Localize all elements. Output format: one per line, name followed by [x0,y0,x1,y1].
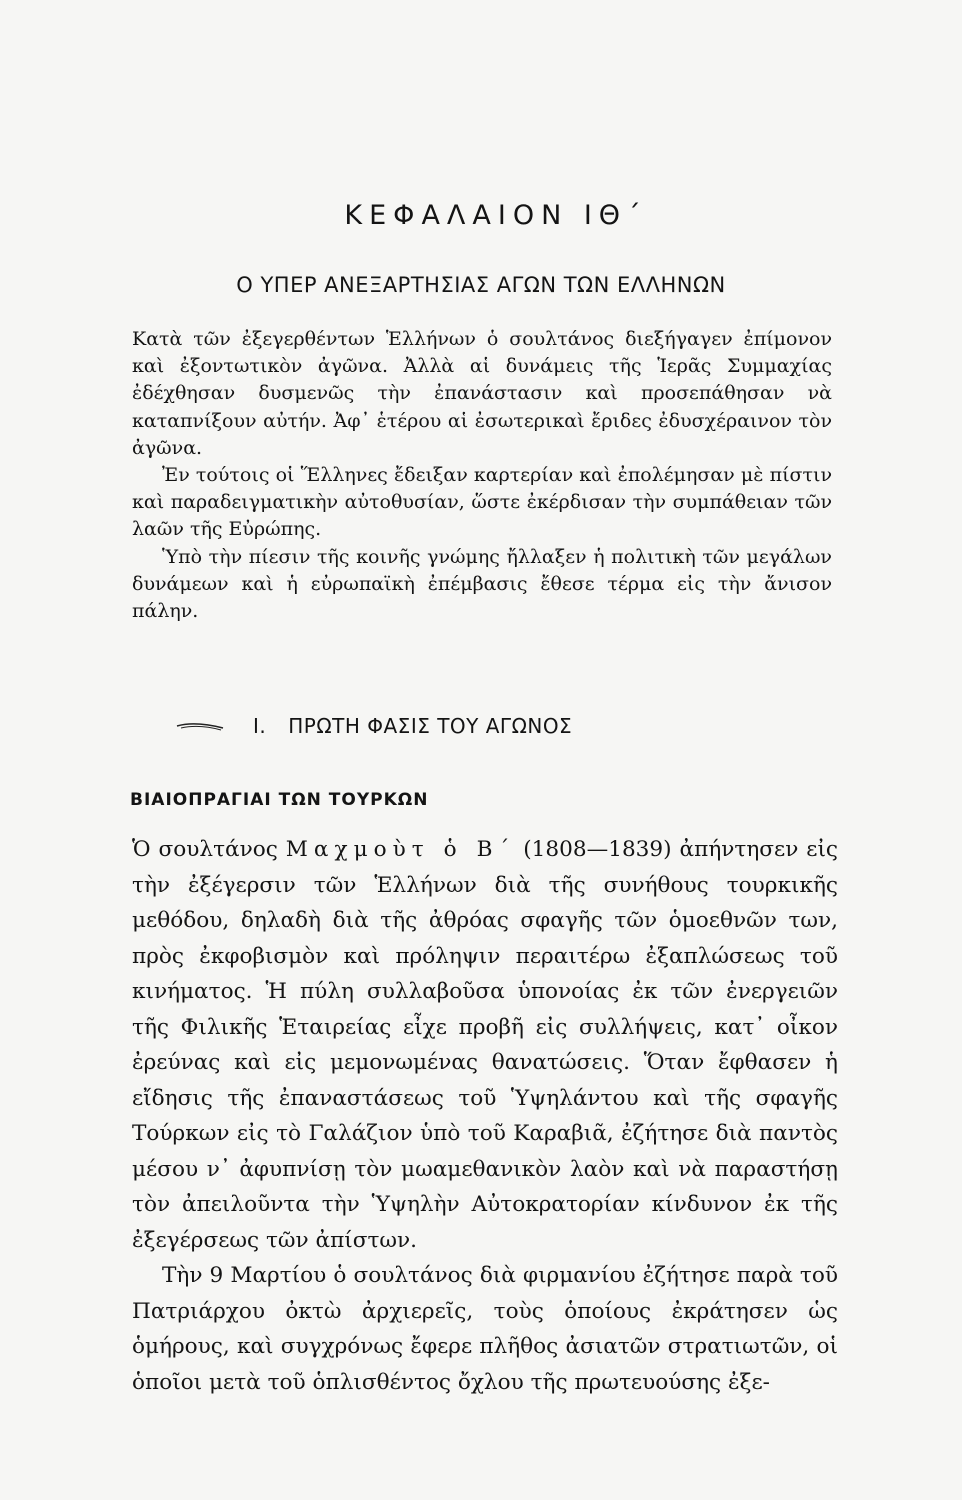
subsection-heading: ΒΙΑΙΟΠΡΑΓΙΑΙ ΤΩΝ ΤΟΥΡΚΩΝ [130,790,429,810]
paragraph-rest: (1808—1839) ἀπήντησεν εἰς τὴν ἐξέγερσιν τῶν Ἑλλήνων διὰ τῆς συνήθους τουρκικῆς μεθόδου, δηλαδὴ διὰ τῆς ἀθρόας σφαγῆς τῶν ὁμοεθνῶν των, πρὸς ἐκφοβισμὸν καὶ πρόληψιν περαιτέρω ἐξαπλώσεως τοῦ κινήματος. Ἡ πύλη συλλαβοῦσα ὑπονοίας ἐκ τῶν ἐνεργειῶν τῆς Φιλικῆς Ἑταιρείας εἶχε προβῆ εἰς συλλήψεις, κατ᾽ οἶκον ἐρεύνας καὶ εἰς μεμονωμένας θανατώσεις. Ὅταν ἔφθασεν ἡ εἴδησις τῆς ἐπαναστάσεως τοῦ Ὑψηλάντου καὶ τῆς σφαγῆς Τούρκων εἰς τὸ Γαλάζιον ὑπὸ τοῦ Καραβιᾶ, ἐζήτησε διὰ παντὸς μέσου ν᾽ ἀφυπνίσῃ τὸν μωαμεθανικὸν λαὸν καὶ νὰ παραστήσῃ τὸν ἀπειλοῦντα τὴν Ὑψηλὴν Αὐτοκρατορίαν κίνδυνον ἐκ τῆς ἐξεγέρσεως τῶν ἀπίστων. [132,837,839,1253]
summary-paragraph: Ἐν τούτοις οἱ Ἕλληνες ἔδειξαν καρτερίαν καὶ ἐπολέμησαν μὲ πίστιν καὶ παραδειγματικὴν αὐτοθυσίαν, ὥστε ἐκέρδισαν τὴν συμπάθειαν τῶν λαῶν τῆς Εὐρώπης. [132,464,832,541]
section-title: ΠΡΩΤΗ ΦΑΣΙΣ ΤΟΥ ΑΓΩΝΟΣ [288,714,573,738]
summary-paragraph: Κατὰ τῶν ἐξεγερθέντων Ἑλλήνων ὁ σουλτάνος διεξήγαγεν ἐπίμονον καὶ ἐξοντωτικὸν ἀγῶνα. Ἀλλὰ αἱ δυνάμεις τῆς Ἱερᾶς Συμμαχίας ἐδέχθησαν δυσμενῶς τὴν ἐπανάστασιν καὶ προσεπάθησαν νὰ καταπνίξουν αὐτήν. Ἀφ᾽ ἑτέρου αἱ ἐσωτερικαὶ ἔριδες ἐδυσχέραινον τὸν ἀγῶνα. [132,328,832,459]
dash-ornament-icon [175,720,225,732]
body-text [132,832,838,1400]
body-paragraph [132,832,838,1258]
section-heading [175,714,675,738]
chapter-summary [132,326,832,625]
chapter-title: ΚΕΦΑΛΑΙΟΝ ΙΘ΄ [344,200,648,231]
summary-paragraph: Ὑπὸ τὴν πίεσιν τῆς κοινῆς γνώμης ἤλλαξεν ἡ πολιτικὴ τῶν μεγάλων δυνάμεων καὶ ἡ εὐρωπαϊκὴ ἐπέμβασις ἔθεσε τέρμα εἰς τὴν ἄνισον πάλην. [132,545,832,623]
sultan-name: Μαχμοὺτ ὁ Β΄ [285,837,516,862]
chapter-subtitle: Ο ΥΠΕΡ ΑΝΕΞΑΡΤΗΣΙΑΣ ΑΓΩΝ ΤΩΝ ΕΛΛΗΝΩΝ [236,273,726,297]
paragraph-start: Ὁ σουλτάνος [132,837,278,862]
section-number: Ι. [253,714,267,738]
body-paragraph: Τὴν 9 Μαρτίου ὁ σουλτάνος διὰ φιρμανίου ἐζήτησε παρὰ τοῦ Πατριάρχου ὀκτὼ ἀρχιερεῖς, τοὺς ὁποίους ἐκράτησεν ὡς ὁμήρους, καὶ συγχρόνως ἔφερε πλῆθος ἀσιατῶν στρατιωτῶν, οἱ ὁποῖοι μετὰ τοῦ ὁπλισθέντος ὄχλου τῆς πρωτευούσης ἐξε- [132,1263,838,1395]
